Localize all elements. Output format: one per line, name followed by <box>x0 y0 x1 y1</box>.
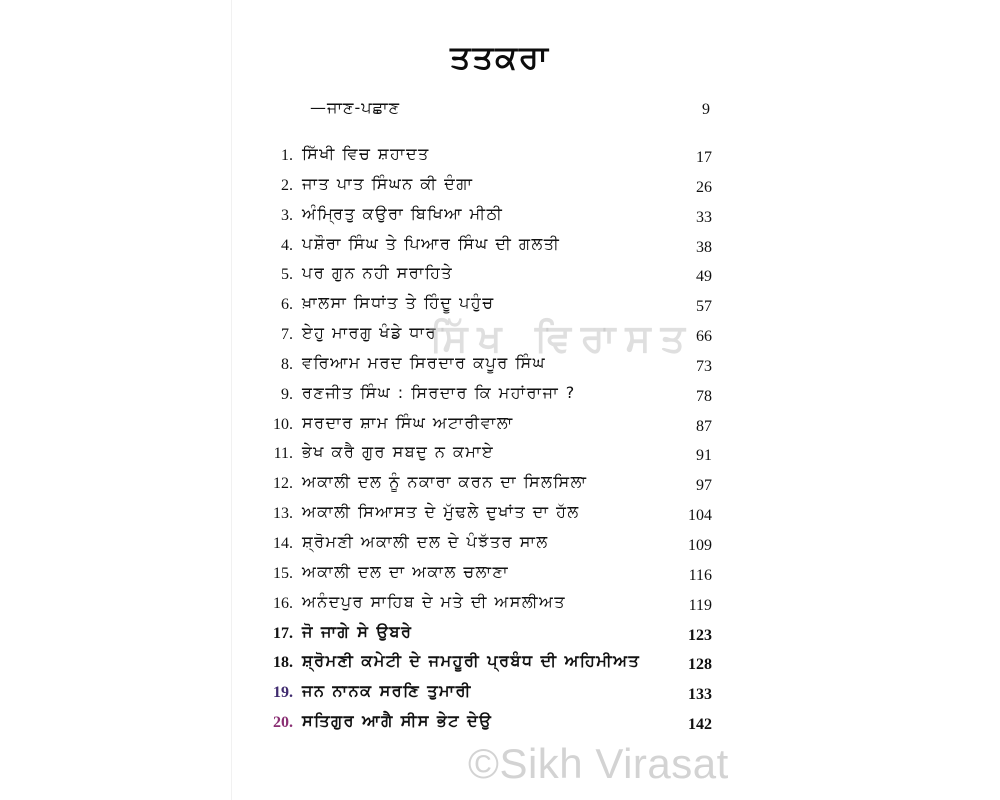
toc-entry-title: ਸਰਦਾਰ ਸ਼ਾਮ ਸਿੰਘ ਅਟਾਰੀਵਾਲਾ <box>302 412 514 432</box>
toc-entry-number: 14. <box>273 534 293 552</box>
toc-entry-number: 17. <box>273 624 293 642</box>
toc-entry-title: ਏਹੁ ਮਾਰਗੁ ਖੰਡੇ ਧਾਰ <box>302 323 438 343</box>
toc-entry-number: 13. <box>273 505 293 523</box>
watermark-overlay: ਸਿੱਖ ਵਿਰਾਸਤ <box>430 316 695 360</box>
toc-entry-number: 9. <box>281 385 293 403</box>
toc-entry <box>0 592 1000 622</box>
toc-entry-title: ਜਨ ਨਾਨਕ ਸਰਣਿ ਤੁਮਾਰੀ <box>302 681 472 701</box>
toc-entry <box>0 681 1000 711</box>
toc-entry-title: ਪਰ ਗੁਨ ਨਹੀ ਸਰਾਹਿਤੇ <box>302 263 454 283</box>
toc-entry-page: 104 <box>688 507 712 525</box>
toc-entry-page: 78 <box>696 387 712 405</box>
toc-entry-page: 17 <box>696 149 712 166</box>
toc-entry-title: ਅਕਾਲੀ ਦਲ ਦਾ ਅਕਾਲ ਚਲਾਣਾ <box>302 561 510 581</box>
toc-entry-title: ਸ਼੍ਰੋਮਣੀ ਕਮੇਟੀ ਦੇ ਜਮਹੂਰੀ ਪ੍ਰਬੰਧ ਦੀ ਅਹਿਮੀਅਤ <box>302 651 641 671</box>
toc-entry <box>0 711 1000 741</box>
toc-entry-number: 4. <box>281 236 293 254</box>
toc-entry <box>0 532 1000 562</box>
toc-entry-page: 133 <box>688 686 712 704</box>
toc-entry-number: 12. <box>273 475 293 493</box>
toc-entry-title: ਸ਼੍ਰੋਮਣੀ ਅਕਾਲੀ ਦਲ ਦੇ ਪੰਝੱਤਰ ਸਾਲ <box>302 531 549 551</box>
table-of-contents <box>0 144 1000 741</box>
toc-entry-number: 2. <box>281 176 293 194</box>
copyright-watermark: ©Sikh Virasat <box>468 740 729 787</box>
toc-entry <box>0 204 1000 234</box>
toc-entry-page: 33 <box>696 208 712 226</box>
toc-entry-title: ਭੇਖ ਕਰੈ ਗੁਰ ਸਬਦੁ ਨ ਕਮਾਏ <box>302 442 495 462</box>
toc-entry-page: 38 <box>696 238 712 256</box>
toc-entry-number: 15. <box>273 564 293 582</box>
toc-entry-page: 109 <box>688 536 712 554</box>
toc-entry-page: 26 <box>696 178 712 196</box>
toc-entry-title: ਪਸ਼ੌਰਾ ਸਿੰਘ ਤੇ ਪਿਆਰ ਸਿੰਘ ਦੀ ਗਲਤੀ <box>302 233 561 253</box>
toc-entry-page: 142 <box>688 716 712 734</box>
toc-entry-title: ਜੋ ਜਾਗੇ ਸੇ ਉਬਰੇ <box>302 621 413 641</box>
toc-entry <box>0 383 1000 413</box>
toc-entry-number: 20. <box>273 714 293 732</box>
toc-entry-title: ਅਕਾਲੀ ਦਲ ਨੂੰ ਨਕਾਰਾ ਕਰਨ ਦਾ ਸਿਲਸਿਲਾ <box>302 472 588 492</box>
toc-entry-number: 18. <box>273 654 293 672</box>
toc-entry-title: ਅਕਾਲੀ ਸਿਆਸਤ ਦੇ ਮੁੱਢਲੇ ਦੁਖਾਂਤ ਦਾ ਹੱਲ <box>302 502 580 522</box>
toc-entry-number: 5. <box>281 266 293 284</box>
toc-entry <box>0 651 1000 681</box>
toc-entry-title: ਜਾਤ ਪਾਤ ਸਿੰਘਨ ਕੀ ਦੰਗਾ <box>302 173 474 193</box>
toc-entry <box>0 174 1000 204</box>
toc-entry-title: ਸਤਿਗੁਰ ਆਗੈ ਸੀਸ ਭੇਟ ਦੇਉ <box>302 711 493 731</box>
toc-entry <box>0 144 1000 174</box>
toc-entry-page: 91 <box>696 447 712 465</box>
toc-entry-page: 116 <box>688 566 712 584</box>
toc-entry-number: 16. <box>273 594 293 612</box>
toc-entry-page: 119 <box>688 596 712 614</box>
toc-entry-title: ਅਨੰਦਪੁਰ ਸਾਹਿਬ ਦੇ ਮਤੇ ਦੀ ਅਸਲੀਅਤ <box>302 591 567 611</box>
toc-entry <box>0 413 1000 443</box>
intro-page-number: 9 <box>702 101 710 118</box>
toc-entry-page: 66 <box>696 328 712 346</box>
toc-entry-page: 123 <box>688 626 712 644</box>
toc-entry-number: 10. <box>273 415 293 433</box>
toc-entry-number: 6. <box>281 296 293 314</box>
toc-entry-page: 49 <box>696 268 712 286</box>
toc-entry-title: ਰਣਜੀਤ ਸਿੰਘ : ਸਿਰਦਾਰ ਕਿ ਮਹਾਂਰਾਜਾ ? <box>302 382 576 402</box>
toc-entry-title: ਖ਼ਾਲਸਾ ਸਿਧਾਂਤ ਤੇ ਹਿੰਦੂ ਪਹੁੰਚ <box>302 293 495 313</box>
toc-entry <box>0 472 1000 502</box>
toc-entry-number: 3. <box>281 206 293 224</box>
toc-entry-number: 7. <box>281 326 293 344</box>
toc-entry <box>0 442 1000 472</box>
toc-entry-number: 11. <box>273 445 293 463</box>
toc-entry <box>0 502 1000 532</box>
toc-entry-number: 8. <box>281 355 293 373</box>
toc-entry-title: ਅੰਮ੍ਰਿਤੁ ਕਉਰਾ ਬਿਖਿਆ ਮੀਠੀ <box>302 203 504 223</box>
toc-entry-number: 19. <box>273 684 293 702</box>
toc-entry-page: 97 <box>696 477 712 495</box>
toc-entry-page: 128 <box>688 656 712 674</box>
toc-entry <box>0 234 1000 264</box>
toc-entry-title: ਸਿੱਖੀ ਵਿਚ ਸ਼ਹਾਦਤ <box>302 144 430 163</box>
page-title: ਤਤਕਰਾ <box>450 38 550 76</box>
toc-entry-number: 1. <box>281 147 293 164</box>
toc-entry-page: 73 <box>696 357 712 375</box>
toc-entry <box>0 263 1000 293</box>
toc-entry-title: ਵਰਿਆਮ ਮਰਦ ਸਿਰਦਾਰ ਕਪੂਰ ਸਿੰਘ <box>302 352 547 372</box>
toc-entry <box>0 562 1000 592</box>
toc-entry <box>0 622 1000 652</box>
toc-entry-page: 87 <box>696 417 712 435</box>
toc-entry-page: 57 <box>696 298 712 316</box>
intro-label: —ਜਾਣ-ਪਛਾਣ <box>310 98 401 117</box>
